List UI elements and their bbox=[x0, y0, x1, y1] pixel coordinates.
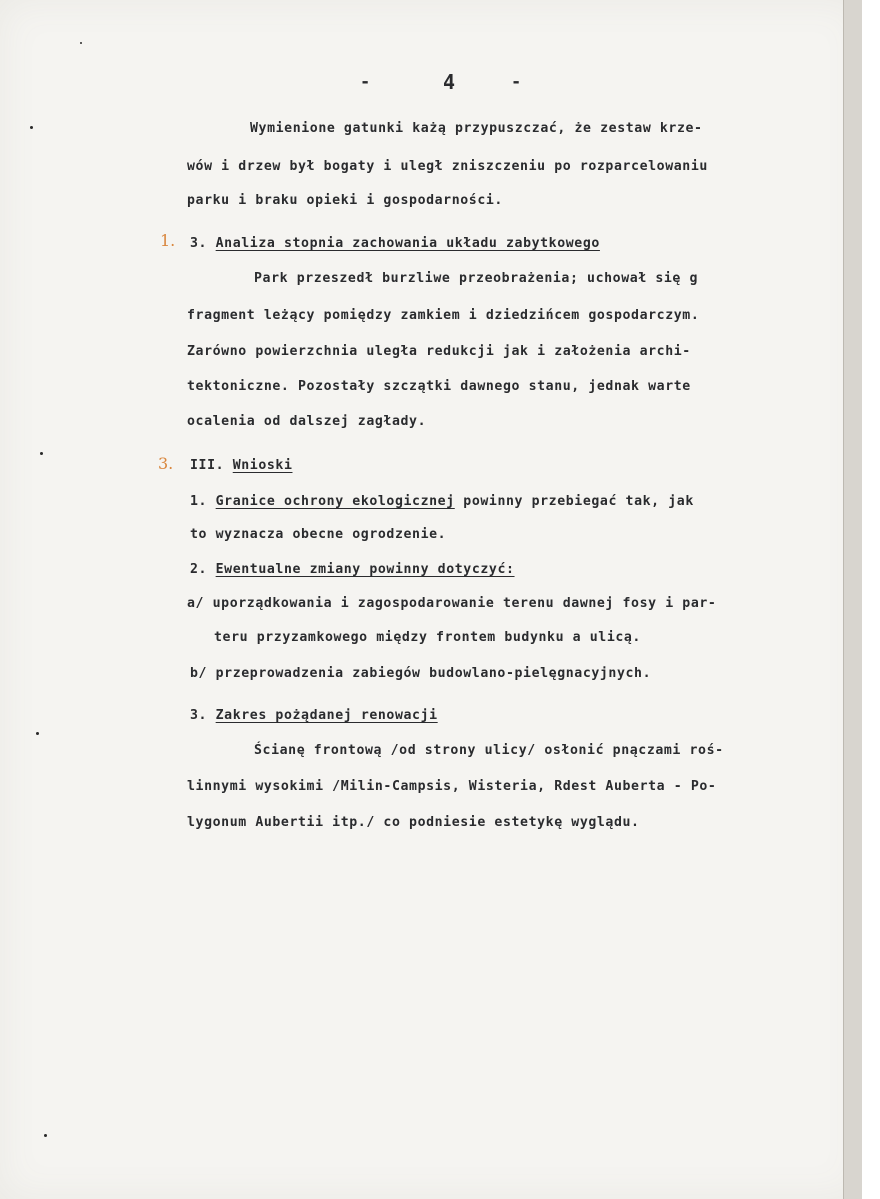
item-2-b: b/ przeprowadzenia zabiegów budowlano-pielęgnacyjnych. bbox=[190, 666, 652, 681]
section-3-line-5: ocalenia od dalszej zagłady. bbox=[187, 414, 427, 429]
handwritten-margin-mark: 1. bbox=[160, 231, 176, 250]
section-3-line-3: Zarówno powierzchnia uległa redukcji jak i założenia archi- bbox=[187, 344, 691, 359]
paper-speck bbox=[44, 1134, 47, 1137]
handwritten-margin-mark: 3. bbox=[158, 454, 174, 473]
item-1-line-1 bbox=[190, 494, 694, 509]
item-1-title: Granice ochrony ekologicznej bbox=[215, 494, 455, 509]
item-2-heading bbox=[190, 562, 515, 577]
item-3-title: Zakres pożądanej renowacji bbox=[215, 708, 438, 723]
item-2-a-line-2: teru przyzamkowego między frontem budynku a ulicą. bbox=[214, 630, 641, 645]
section-iii-heading bbox=[190, 458, 293, 473]
section-iii-number: III. bbox=[190, 458, 225, 473]
intro-line-2: wów i drzew był bogaty i uległ zniszczeniu po rozparcelowaniu bbox=[187, 159, 708, 174]
item-1-number: 1. bbox=[190, 494, 208, 509]
section-iii-title: Wnioski bbox=[232, 458, 293, 473]
section-3-line-2: fragment leżący pomiędzy zamkiem i dziedzińcem gospodarczym. bbox=[187, 308, 700, 323]
item-3-line-3: lygonum Aubertii itp./ co podniesie estetykę wyglądu. bbox=[187, 815, 640, 830]
section-3-line-1: Park przeszedł burzliwe przeobrażenia; uchował się g bbox=[254, 271, 699, 286]
item-1-line-2: to wyznacza obecne ogrodzenie. bbox=[190, 527, 447, 542]
page-number-dash-right: - bbox=[511, 72, 522, 92]
section-3-title: Analiza stopnia zachowania układu zabytkowego bbox=[215, 236, 600, 251]
page-number-dash-left: - bbox=[360, 72, 371, 92]
page-edge bbox=[843, 0, 862, 1199]
section-3-heading bbox=[190, 236, 600, 251]
intro-line-1: Wymienione gatunki każą przypuszczać, że zestaw krze- bbox=[250, 121, 703, 136]
item-1-rest: powinny przebiegać tak, jak bbox=[454, 494, 694, 509]
paper-speck bbox=[36, 732, 39, 735]
item-3-line-2: linnymi wysokimi /Milin-Campsis, Wisteria, Rdest Auberta - Po- bbox=[187, 779, 717, 794]
paper-speck bbox=[80, 42, 82, 44]
paper-speck bbox=[40, 452, 43, 455]
intro-line-3: parku i braku opieki i gospodarności. bbox=[187, 193, 503, 208]
item-2-number: 2. bbox=[190, 562, 208, 577]
item-3-heading bbox=[190, 708, 438, 723]
section-3-number: 3. bbox=[190, 236, 208, 251]
page-number: 4 bbox=[443, 70, 456, 94]
item-2-a-line-1: a/ uporządkowania i zagospodarowanie terenu dawnej fosy i par- bbox=[187, 596, 717, 611]
item-3-line-1: Ścianę frontową /od strony ulicy/ osłonić pnączami roś- bbox=[254, 743, 724, 758]
paper-speck bbox=[30, 126, 33, 129]
item-2-title: Ewentualne zmiany powinny dotyczyć: bbox=[215, 562, 515, 577]
item-3-number: 3. bbox=[190, 708, 208, 723]
section-3-line-4: tektoniczne. Pozostały szczątki dawnego stanu, jednak warte bbox=[187, 379, 691, 394]
